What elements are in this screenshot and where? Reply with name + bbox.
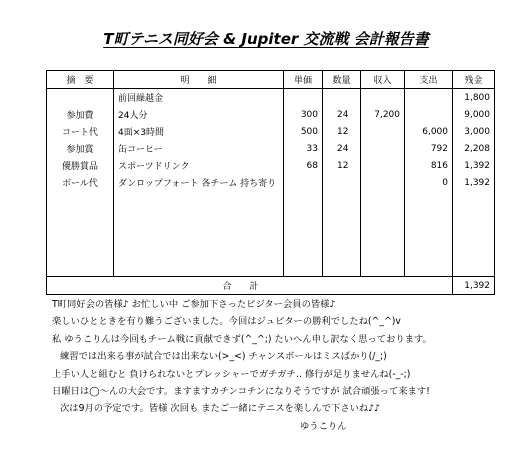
row-category: 優勝賞品	[47, 157, 114, 174]
row-detail: 4面×3時間	[114, 123, 284, 140]
row-detail: ダンロップフォート 各チーム 持ち寄り	[114, 174, 284, 191]
row-unit-price: 500	[284, 123, 323, 140]
row-detail: スポーツドリンク	[114, 157, 284, 174]
table-row	[47, 140, 495, 157]
header-unit-price: 単価	[284, 71, 323, 89]
accounting-table	[46, 70, 495, 295]
row-balance: 1,392	[453, 174, 495, 191]
header-category: 摘 要	[47, 71, 114, 89]
total-row	[47, 277, 495, 295]
message-line: 次は9月の予定です。皆様 次回も またご一緒にテニスを楽しんで下さいね♪♪	[60, 403, 381, 415]
header-quantity: 数量	[323, 71, 361, 89]
row-category: コート代	[47, 123, 114, 140]
row-expense: 0	[405, 174, 453, 191]
report-title: T町テニス同好会 & Jupiter 交流戦 会計報告書	[103, 30, 429, 48]
row-unit-price: 33	[284, 140, 323, 157]
row-expense: 816	[405, 157, 453, 174]
header-detail: 明 細	[114, 71, 284, 89]
row-detail: 缶コーヒー	[114, 140, 284, 157]
row-category: ボール代	[47, 174, 114, 191]
row-balance: 1,800	[453, 89, 495, 107]
row-quantity: 12	[323, 157, 361, 174]
row-unit-price	[284, 89, 323, 107]
row-quantity	[323, 174, 361, 191]
table-row	[47, 157, 495, 174]
table-row	[47, 174, 495, 191]
total-label: 合計	[47, 277, 453, 295]
row-quantity	[323, 89, 361, 107]
empty-row	[47, 259, 495, 277]
table-row	[47, 106, 495, 123]
empty-row	[47, 208, 495, 225]
row-income	[361, 123, 405, 140]
row-expense: 792	[405, 140, 453, 157]
row-expense	[405, 106, 453, 123]
message-block	[52, 296, 522, 435]
empty-row	[47, 242, 495, 259]
row-unit-price: 68	[284, 157, 323, 174]
row-unit-price: 300	[284, 106, 323, 123]
row-income	[361, 157, 405, 174]
row-income	[361, 174, 405, 191]
row-balance: 9,000	[453, 106, 495, 123]
row-income	[361, 140, 405, 157]
row-income: 7,200	[361, 106, 405, 123]
message-line: 私 ゆうこりんは今回もチーム戦に貢献できず(^_^;) たいへん申し訳なく思っております。	[52, 333, 432, 345]
header-income: 収入	[361, 71, 405, 89]
table-header-row	[47, 71, 495, 89]
row-category	[47, 89, 114, 107]
row-expense	[405, 89, 453, 107]
message-line: 上手い人と組むと 負けられないとプレッシャーでガチガチ‥ 修行が足りませんね(-_-;)	[52, 368, 411, 380]
signature: ゆうこりん	[300, 420, 347, 432]
row-expense: 6,000	[405, 123, 453, 140]
row-detail: 24人分	[114, 106, 284, 123]
row-category: 参加賞	[47, 140, 114, 157]
row-balance: 3,000	[453, 123, 495, 140]
row-detail: 前回繰越金	[114, 89, 284, 107]
message-line: 日曜日は◯～んの大会です。ますますカチンコチンになりそうですが 試合頑張って来ます!	[52, 386, 430, 398]
table-row	[47, 89, 495, 107]
row-quantity: 24	[323, 140, 361, 157]
message-line: T町同好会の皆様♪ お忙しい中 ご参加下さったピジター会員の皆様♪	[52, 299, 336, 310]
total-balance: 1,392	[453, 277, 495, 295]
message-line: 楽しいひとときを有り難うございました。今回はジュピターの勝利でしたね(^_^)v	[52, 316, 401, 328]
message-line: 練習では出来る事が試合では出来ない(>_<) チャンスボールはミスばかり(/_;)	[60, 351, 387, 363]
row-unit-price	[284, 174, 323, 191]
header-expense: 支出	[405, 71, 453, 89]
row-quantity: 24	[323, 106, 361, 123]
row-category: 参加費	[47, 106, 114, 123]
empty-row	[47, 225, 495, 242]
empty-row	[47, 191, 495, 208]
row-quantity: 12	[323, 123, 361, 140]
table-row	[47, 123, 495, 140]
row-income	[361, 89, 405, 107]
row-balance: 1,392	[453, 157, 495, 174]
row-balance: 2,208	[453, 140, 495, 157]
header-balance: 残金	[453, 71, 495, 89]
